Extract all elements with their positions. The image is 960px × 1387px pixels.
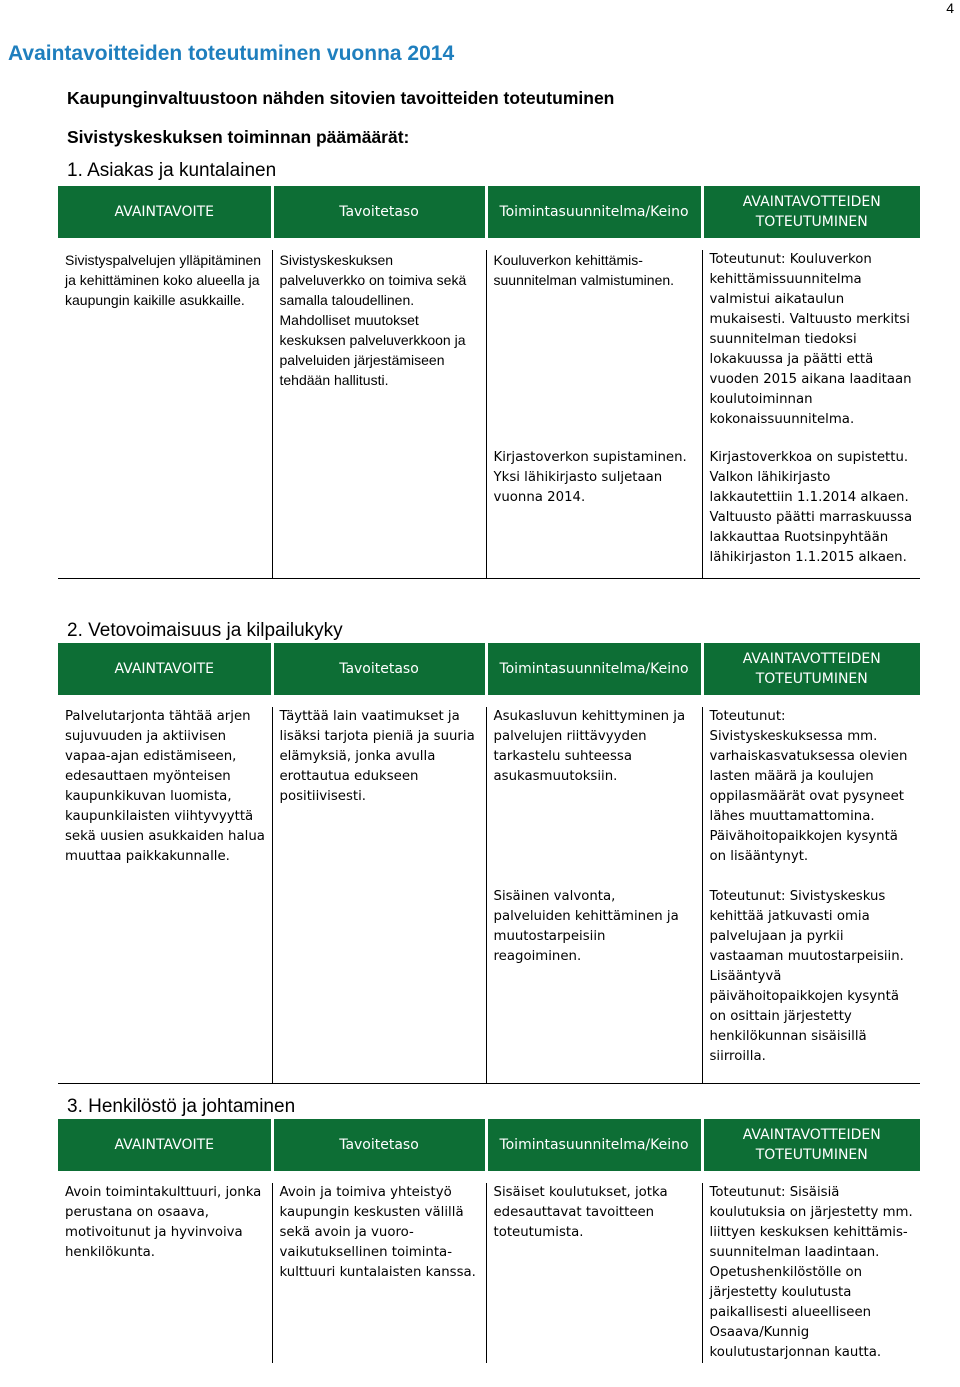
- action-plan-cell: Sisäinen valvonta, palveluiden kehittäminen ja muutostarpeisiin reagoiminen.: [486, 887, 702, 1084]
- header-action-plan: Toimintasuunnitelma/Keino: [486, 186, 702, 238]
- goals-table-1: [58, 186, 920, 579]
- goals-table-3: [58, 1119, 920, 1363]
- key-goal-cell: Avoin toimintakulttuuri, jonka perustana on osaava, motivoitunut ja hyvinvoiva henkilökunta.: [65, 1185, 262, 1260]
- action-plan-cell: Kirjastoverkon supistaminen. Yksi lähikirjasto suljetaan vuonna 2014.: [486, 448, 702, 579]
- page-title: Avaintavoitteiden toteutuminen vuonna 2014: [8, 42, 455, 65]
- table-header-row: [58, 1119, 920, 1171]
- action-plan-cell: Kouluverkon kehittämis-suunnitelman valmistuminen.: [486, 250, 702, 430]
- key-goal-cell: Palvelutarjonta tähtää arjen sujuvuuden ja aktiivisen vapaa-ajan edistämiseen, edesauttaen myönteisen kaupunkikuvan luomista, kaupunkilaisten viihtyvyyttä sekä uusien asukkaiden halua muuttaa paikkakunnalle.: [65, 709, 265, 864]
- key-goal-cell: [58, 448, 272, 579]
- table-row: [58, 887, 920, 1084]
- key-goal-cell: [58, 887, 272, 1084]
- header-key-goal: AVAINTAVOITE: [58, 186, 272, 238]
- subtitle-binding-goals: Kaupunginvaltuustoon nähden sitovien tavoitteiden toteutuminen: [67, 88, 615, 108]
- target-level-cell: Avoin ja toimiva yhteistyö kaupungin keskusten välillä sekä avoin ja vuoro-vaikutuksellinen toiminta-kulttuuri kuntalaisten kanssa.: [272, 1183, 486, 1363]
- table-row: [58, 707, 920, 867]
- target-level-cell: Täyttää lain vaatimukset ja lisäksi tarjota pieniä ja suuria elämyksiä, jonka avulla erottautua edukseen positiivisesti.: [272, 707, 486, 867]
- realization-cell: Kirjastoverkkoa on supistettu. Valkon lähikirjasto lakkautettiin 1.1.2014 alkaen. Valtuusto päätti marraskuussa lakkauttaa Ruotsinpyhtään lähikirjaston 1.1.2015 alkaen.: [702, 448, 920, 579]
- table-row: [58, 1183, 920, 1363]
- target-level-cell: [272, 448, 486, 579]
- page-number: 4: [946, 0, 954, 16]
- header-action-plan: Toimintasuunnitelma/Keino: [486, 1119, 702, 1171]
- table-row: [58, 448, 920, 579]
- realization-cell: Toteutunut: Sisäisiä koulutuksia on järjestetty mm. liittyen keskuksen kehittämis-suunnitelman laadintaan. Opetushenkilöstölle on järjestetty koulutusta paikallisesti alueelliseen Osaava/Kunnig koulutustarjonnan kautta.: [702, 1183, 920, 1363]
- header-key-goal: AVAINTAVOITE: [58, 1119, 272, 1171]
- goals-table-2: [58, 643, 920, 1084]
- section-heading-2: 2. Vetovoimaisuus ja kilpailukyky: [67, 620, 343, 641]
- key-goal-cell: Sivistyspalvelujen ylläpitäminen ja kehittäminen koko alueella ja kaupungin kaikille asukkaille.: [65, 252, 262, 308]
- header-target-level: Tavoitetaso: [272, 1119, 486, 1171]
- table-header-row: [58, 186, 920, 238]
- header-target-level: Tavoitetaso: [272, 186, 486, 238]
- target-level-cell: Sivistyskeskuksen palveluverkko on toimiva sekä samalla taloudellinen. Mahdolliset muutokset keskuksen palveluverkkoon ja palveluiden järjestämiseen tehdään hallitusti.: [272, 250, 486, 430]
- section-heading-3: 3. Henkilöstö ja johtaminen: [67, 1096, 296, 1117]
- realization-cell: Toteutunut: Sivistyskeskuksessa mm. varhaiskasvatuksessa olevien lasten määrä ja koulujen oppilasmäärät ovat pysyneet lähes muuttamattomina. Päivähoitopaikkojen kysyntä on lisääntynyt.: [702, 707, 920, 867]
- header-realization: AVAINTAVOTTEIDEN TOTEUTUMINEN: [702, 643, 920, 695]
- header-action-plan: Toimintasuunnitelma/Keino: [486, 643, 702, 695]
- header-target-level: Tavoitetaso: [272, 643, 486, 695]
- target-level-cell: [272, 887, 486, 1084]
- table-row: [58, 250, 920, 430]
- realization-cell: Toteutunut: Kouluverkon kehittämissuunnitelma valmistui aikataulun mukaisesti. Valtuusto merkitsi suunnitelman tiedoksi lokakuussa ja päätti että vuoden 2015 aikana laaditaan koulutoiminnan kokonaissuunnitelma.: [702, 250, 920, 430]
- header-realization: AVAINTAVOTTEIDEN TOTEUTUMINEN: [702, 186, 920, 238]
- subtitle-main-objectives: Sivistyskeskuksen toiminnan päämäärät:: [67, 127, 410, 147]
- section-heading-1: 1. Asiakas ja kuntalainen: [67, 160, 277, 181]
- action-plan-cell: Sisäiset koulutukset, jotka edesauttavat tavoitteen toteutumista.: [486, 1183, 702, 1363]
- header-key-goal: AVAINTAVOITE: [58, 643, 272, 695]
- realization-cell: Toteutunut: Sivistyskeskus kehittää jatkuvasti omia palvelujaan ja pyrkii vastaaman muutostarpeisiin. Lisääntyvä päivähoitopaikkojen kysyntä on osittain järjestetty henkilökunnan sisäisillä siirroilla.: [702, 887, 920, 1084]
- action-plan-cell: Asukasluvun kehittyminen ja palvelujen riittävyyden tarkastelu suhteessa asukasmuutoksiin.: [486, 707, 702, 867]
- header-realization: AVAINTAVOTTEIDEN TOTEUTUMINEN: [702, 1119, 920, 1171]
- table-header-row: [58, 643, 920, 695]
